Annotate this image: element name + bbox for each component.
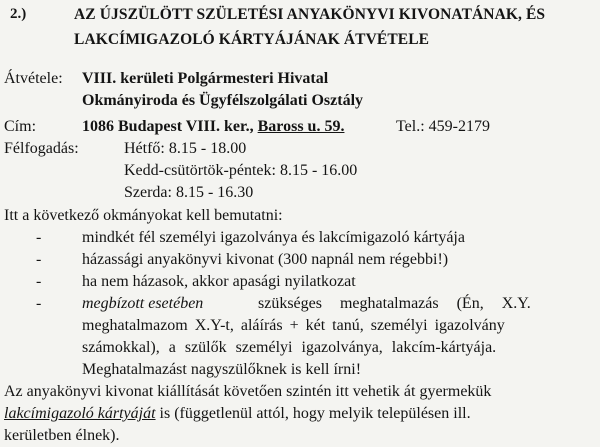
closing-line-3: kerületben élnek).	[4, 427, 120, 444]
receipt-label: Átvétele:	[4, 70, 63, 87]
proxy-line-4: Meghatalmazást nagyszülőknek is kell írni!	[82, 361, 362, 378]
proxy-line-1: szükséges meghatalmazás (Én, X.Y.	[258, 295, 531, 312]
documents-intro: Itt a következő okmányokat kell bemutatni:	[4, 207, 283, 224]
address-prefix: 1086 Budapest VIII. ker.,	[82, 118, 258, 135]
list-dash: -	[36, 273, 42, 290]
hours-label: Félfogadás:	[4, 140, 79, 157]
section-heading-line-1: AZ ÚJSZÜLÖTT SZÜLETÉSI ANYAKÖNYVI KIVONATÁNAK, ÉS	[74, 6, 546, 23]
phone-number: Tel.: 459-2179	[396, 118, 490, 135]
hours-tue-thu-fri: Kedd-csütörtök-péntek: 8.15 - 16.00	[124, 162, 358, 179]
office-department: Okmányiroda és Ügyfélszolgálati Osztály	[82, 92, 364, 109]
closing-line-1: Az anyakönyvi kivonat kiállítását követően szintén itt vehetik át gyermekük	[4, 383, 492, 400]
list-item: ha nem házasok, akkor apasági nyilatkozat	[82, 273, 356, 290]
hours-monday: Hétfő: 8.15 - 18.00	[124, 140, 247, 157]
list-item: házassági anyakönyvi kivonat (300 napnál nem régebbi!)	[82, 251, 449, 268]
office-name: VIII. kerületi Polgármesteri Hivatal	[82, 70, 329, 87]
list-item: mindkét fél személyi igazolványa és lakcímigazoló kártyája	[82, 229, 465, 246]
list-dash: -	[36, 251, 42, 268]
address-label: Cím:	[4, 118, 37, 135]
proxy-line-3: számokkal), a szülők személyi igazolványa, lakcím-kártyája.	[82, 339, 497, 356]
list-dash: -	[36, 229, 42, 246]
closing-rest: is (függetlenül attól, hogy melyik településen ill.	[155, 405, 471, 422]
proxy-line-2: meghatalmazom X.Y-t, aláírás + két tanú, személyi igazolvány	[82, 317, 505, 334]
address-value	[82, 118, 344, 136]
section-number: 2.)	[10, 6, 27, 22]
closing-italic: lakcímigazoló kártyáját	[4, 405, 156, 422]
proxy-italic	[82, 295, 203, 313]
section-heading-line-2: LAKCÍMIGAZOLÓ KÁRTYÁJÁNAK ÁTVÉTELE	[74, 31, 430, 48]
proxy-italic-text: megbízott esetében	[82, 295, 204, 312]
hours-wednesday: Szerda: 8.15 - 16.30	[124, 184, 254, 201]
address-street: Baross u. 59.	[257, 118, 345, 135]
list-dash: -	[36, 295, 42, 312]
closing-line-2	[4, 405, 471, 423]
